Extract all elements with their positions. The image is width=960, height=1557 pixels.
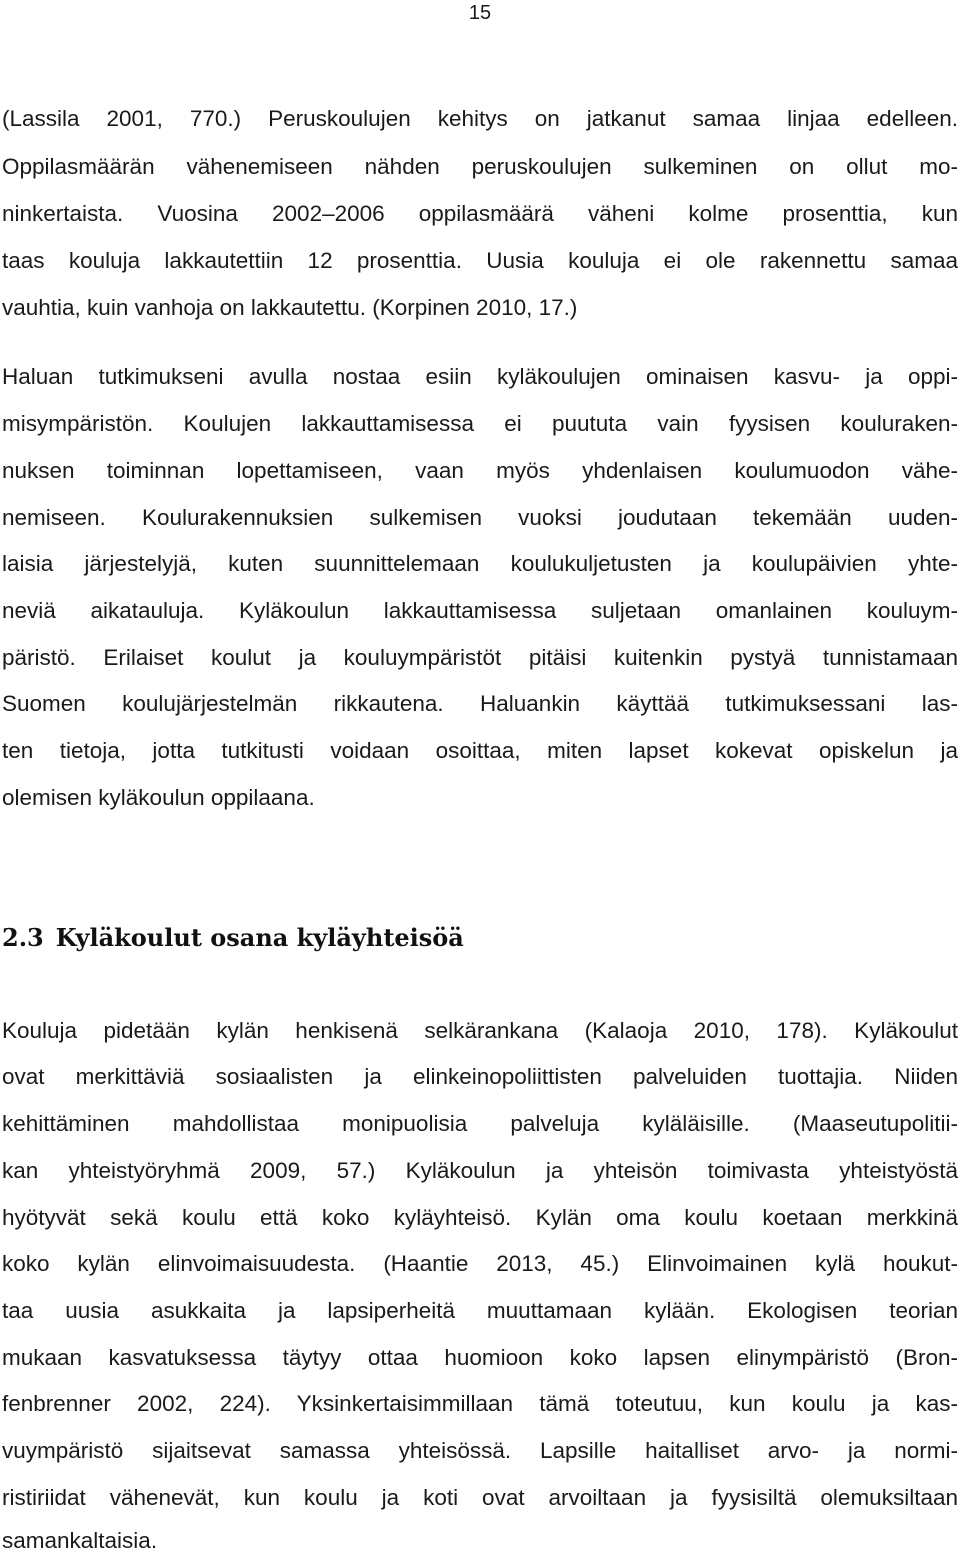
section-title: Kyläkoulut osana kyläyhteisöä <box>55 923 464 952</box>
text-line: (Lassila 2001, 770.) Peruskoulujen kehitys on jatkanut samaa linjaa edelleen. <box>2 106 958 131</box>
text-line: vuympäristö sijaitsevat samassa yhteisössä. Lapsille haitalliset arvo- ja normi- <box>2 1438 958 1463</box>
text-line: samankaltaisia. <box>2 1528 158 1553</box>
text-line: Haluan tutkimukseni avulla nostaa esiin kyläkoulujen ominaisen kasvu- ja oppi- <box>2 364 958 389</box>
page-number: 15 <box>468 2 492 24</box>
text-line: päristö. Erilaiset koulut ja kouluympäristöt pitäisi kuitenkin pystyä tunnistamaan <box>2 645 958 670</box>
text-line: nuksen toiminnan lopettamiseen, vaan myös yhdenlaisen koulumuodon vähe- <box>2 458 958 483</box>
section-number: 2.3 <box>2 923 44 952</box>
text-line: kan yhteistyöryhmä 2009, 57.) Kyläkoulun ja yhteisön toimivasta yhteistyöstä <box>2 1158 958 1183</box>
text-line: kehittäminen mahdollistaa monipuolisia palveluja kyläläisille. (Maaseutupolitii- <box>2 1111 958 1136</box>
text-line: misympäristön. Koulujen lakkauttamisessa ei puututa vain fyysisen kouluraken- <box>2 411 958 436</box>
text-line: fenbrenner 2002, 224). Yksinkertaisimmillaan tämä toteutuu, kun koulu ja kas- <box>2 1391 958 1416</box>
text-line: ovat merkittäviä sosiaalisten ja elinkeinopoliittisten palveluiden tuottajia. Niiden <box>2 1064 958 1089</box>
text-line: koko kylän elinvoimaisuudesta. (Haantie 2013, 45.) Elinvoimainen kylä houkut- <box>2 1251 958 1276</box>
text-line: olemisen kyläkoulun oppilaana. <box>2 785 315 810</box>
section-heading <box>2 920 464 956</box>
text-line: ristiriidat vähenevät, kun koulu ja koti ovat arvoiltaan ja fyysisiltä olemuksiltaan <box>2 1485 958 1510</box>
text-line: taas kouluja lakkautettiin 12 prosenttia. Uusia kouluja ei ole rakennettu samaa <box>2 248 958 273</box>
text-line: nemiseen. Koulurakennuksien sulkemisen vuoksi joudutaan tekemään uuden- <box>2 505 958 530</box>
text-line: laisia järjestelyjä, kuten suunnittelemaan koulukuljetusten ja koulupäivien yhte- <box>2 551 958 576</box>
text-line: neviä aikatauluja. Kyläkoulun lakkauttamisessa suljetaan omanlainen kouluym- <box>2 598 958 623</box>
text-line: ninkertaista. Vuosina 2002–2006 oppilasmäärä väheni kolme prosenttia, kun <box>2 201 958 226</box>
text-line: ten tietoja, jotta tutkitusti voidaan osoittaa, miten lapset kokevat opiskelun ja <box>2 738 958 763</box>
text-line: Kouluja pidetään kylän henkisenä selkärankana (Kalaoja 2010, 178). Kyläkoulut <box>2 1018 958 1043</box>
text-line: hyötyvät sekä koulu että koko kyläyhteisö. Kylän oma koulu koetaan merkkinä <box>2 1205 958 1230</box>
text-line: vauhtia, kuin vanhoja on lakkautettu. (Korpinen 2010, 17.) <box>2 295 578 320</box>
text-line: mukaan kasvatuksessa täytyy ottaa huomioon koko lapsen elinympäristö (Bron- <box>2 1345 958 1370</box>
text-line: Suomen koulujärjestelmän rikkautena. Haluankin käyttää tutkimuksessani las- <box>2 691 958 716</box>
text-line: Oppilasmäärän vähenemiseen nähden peruskoulujen sulkeminen on ollut mo- <box>2 154 958 179</box>
text-line: taa uusia asukkaita ja lapsiperheitä muuttamaan kylään. Ekologisen teorian <box>2 1298 958 1323</box>
